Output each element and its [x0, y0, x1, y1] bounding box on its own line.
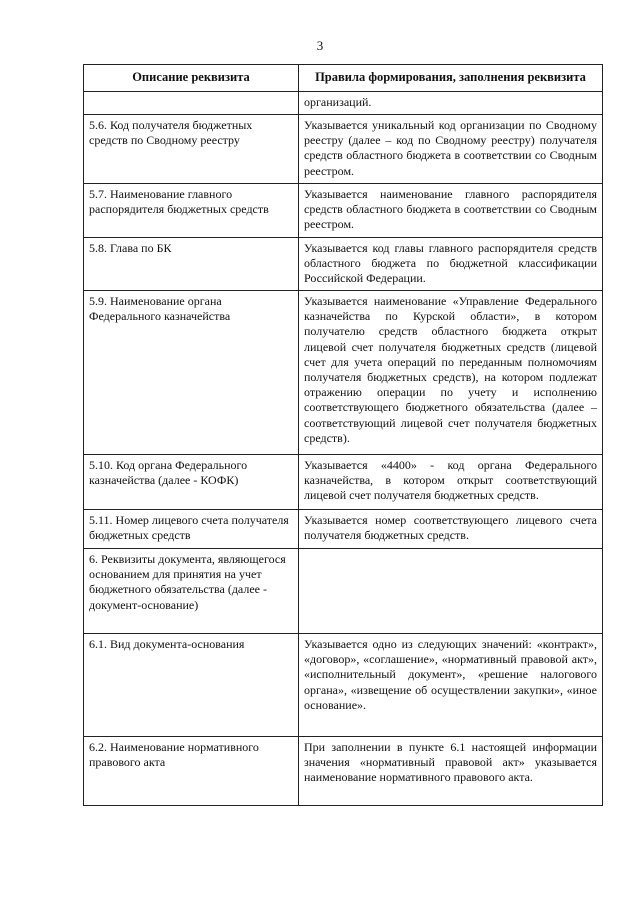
table-row — [84, 549, 603, 634]
table-row — [84, 634, 603, 737]
requisite-rule: Указывается наименование главного распорядителя средств областного бюджета в соответствии со Сводным реестром. — [299, 184, 603, 238]
table-row — [84, 92, 603, 115]
requisite-description: 6.1. Вид документа-основания — [84, 634, 299, 737]
requisite-description: 5.10. Код органа Федерального казначейства (далее - КОФК) — [84, 455, 299, 510]
column-header-rules: Правила формирования, заполнения реквизита — [299, 65, 603, 92]
requisite-description: 5.6. Код получателя бюджетных средств по Сводному реестру — [84, 115, 299, 184]
table-row — [84, 510, 603, 549]
requisite-rule: организаций. — [299, 92, 603, 115]
table-row — [84, 455, 603, 510]
table-row — [84, 115, 603, 184]
requisite-description: 6. Реквизиты документа, являющегося основанием для принятия на учет бюджетного обязательства (далее - документ-основание) — [84, 549, 299, 634]
requisite-rule: При заполнении в пункте 6.1 настоящей информации значения «нормативный правовой акт» указывается наименование нормативного правового акта. — [299, 737, 603, 806]
table-row — [84, 291, 603, 455]
page-number: 3 — [316, 38, 324, 53]
requisite-rule: Указывается уникальный код организации по Сводному реестру (далее – код по Сводному реестру) получателя средств областного бюджета в соответствии со Сводным реестром. — [299, 115, 603, 184]
requisite-description: 5.9. Наименование органа Федерального казначейства — [84, 291, 299, 455]
requisite-description — [84, 92, 299, 115]
requisite-description: 5.8. Глава по БК — [84, 238, 299, 291]
requisite-description: 5.11. Номер лицевого счета получателя бюджетных средств — [84, 510, 299, 549]
requisite-description: 5.7. Наименование главного распорядителя бюджетных средств — [84, 184, 299, 238]
table-row — [84, 184, 603, 238]
table-row — [84, 737, 603, 806]
requisite-rule: Указывается одно из следующих значений: «контракт», «договор», «соглашение», «нормативный правовой акт», «исполнительный документ», «решение налогового органа», «извещение об осуществлении закупки», «иное основание». — [299, 634, 603, 737]
requisite-rule: Указывается «4400» - код органа Федерального казначейства, в котором открыт соответствующий лицевой счет получателя бюджетных средств. — [299, 455, 603, 510]
requisite-rule — [299, 549, 603, 634]
table-header-row — [84, 65, 603, 92]
requisites-table — [83, 64, 603, 806]
table-row — [84, 238, 603, 291]
requisite-rule: Указывается код главы главного распорядителя средств областного бюджета по бюджетной классификации Российской Федерации. — [299, 238, 603, 291]
requisite-description: 6.2. Наименование нормативного правового акта — [84, 737, 299, 806]
column-header-description: Описание реквизита — [84, 65, 299, 92]
requisite-rule: Указывается наименование «Управление Федерального казначейства по Курской области», в котором получателю средств областного бюджета открыт лицевой счет получателя бюджетных средств (лицевой счет для учета операций по переданным полномочиям получателя бюджетных средств), на котором подлежат отражению операции по учету и исполнению соответствующего бюджетного обязательства (далее – соответствующий лицевой счет получателя бюджетных средств). — [299, 291, 603, 455]
requisite-rule: Указывается номер соответствующего лицевого счета получателя бюджетных средств. — [299, 510, 603, 549]
